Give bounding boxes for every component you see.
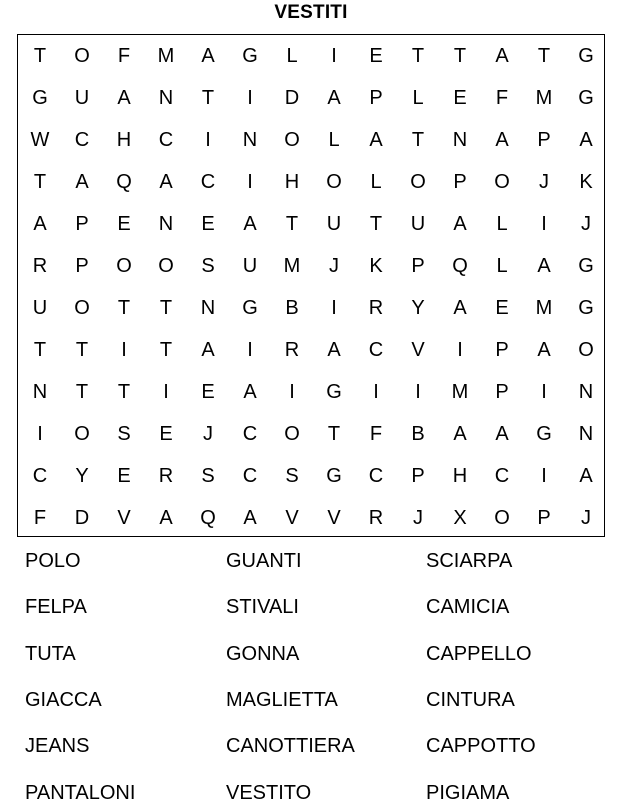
grid-letter: O — [326, 171, 342, 193]
grid-letter: P — [75, 213, 89, 235]
word-list-item: GUANTI — [226, 550, 302, 572]
word-list-item: SCIARPA — [426, 550, 513, 572]
grid-letter: A — [495, 129, 509, 151]
grid-letter: J — [539, 171, 549, 193]
grid-letter: T — [75, 339, 89, 361]
grid-letter: L — [412, 87, 424, 109]
grid-letter: U — [242, 255, 258, 277]
grid-letter: A — [453, 297, 467, 319]
word-list-item: CAMICIA — [426, 596, 510, 619]
grid-letter: G — [578, 255, 594, 277]
grid-letter: T — [33, 45, 47, 67]
word-list-item: CANOTTIERA — [226, 735, 355, 758]
grid-letter: O — [284, 423, 300, 445]
word-list-item: VESTITO — [226, 781, 312, 804]
grid-letter: Q — [452, 255, 468, 277]
grid-letter: W — [30, 129, 50, 151]
word-list-item: TUTA — [25, 642, 76, 665]
grid-letter: G — [578, 87, 594, 109]
grid-letter: H — [452, 465, 468, 487]
grid-row — [18, 329, 604, 371]
word-list-item: JEANS — [25, 735, 90, 758]
grid-letter: C — [200, 171, 216, 193]
grid-letter: T — [33, 339, 47, 361]
grid-letter: O — [74, 45, 90, 67]
grid-letter: C — [32, 465, 48, 487]
grid-letter: A — [159, 507, 173, 529]
grid-letter: E — [201, 213, 215, 235]
grid-letter: V — [411, 339, 425, 361]
grid-letter: I — [541, 213, 547, 235]
grid-letter: K — [369, 255, 383, 277]
grid-letter: O — [494, 171, 510, 193]
grid-letter: T — [369, 213, 383, 235]
grid-row — [18, 413, 604, 455]
word-list-item: FELPA — [25, 596, 87, 619]
grid-letter: P — [411, 255, 425, 277]
grid-letter: N — [158, 87, 174, 109]
grid-row — [18, 119, 604, 161]
grid-letter: A — [495, 45, 509, 67]
grid-letter: P — [537, 507, 551, 529]
grid-letter: I — [457, 339, 463, 361]
grid-letter: P — [537, 129, 551, 151]
grid-letter: D — [284, 87, 300, 109]
grid-letter: O — [116, 255, 132, 277]
grid-letter: M — [535, 87, 553, 109]
grid-letter: T — [411, 45, 425, 67]
grid-letter: V — [285, 507, 299, 529]
grid-letter: C — [494, 465, 510, 487]
grid-letter: P — [411, 465, 425, 487]
word-list-item: MAGLIETTA — [226, 688, 338, 711]
grid-letter: F — [33, 507, 47, 529]
grid-letter: J — [413, 507, 423, 529]
grid-letter: C — [242, 465, 258, 487]
grid-letter: V — [327, 507, 341, 529]
grid-letter: A — [243, 381, 257, 403]
grid-letter: T — [327, 423, 341, 445]
grid-letter: F — [117, 45, 131, 67]
word-list-item: CINTURA — [426, 688, 515, 711]
grid-letter: A — [201, 339, 215, 361]
grid-letter: J — [203, 423, 213, 445]
grid-letter: X — [453, 507, 467, 529]
word-list-item: CAPPELLO — [426, 642, 532, 665]
grid-letter: U — [32, 297, 48, 319]
grid-letter: T — [117, 297, 131, 319]
grid-letter: T — [201, 87, 215, 109]
grid-letter: T — [33, 171, 47, 193]
grid-row — [18, 455, 604, 497]
grid-letter: U — [326, 213, 342, 235]
letter-grid — [17, 34, 605, 537]
grid-letter: M — [535, 297, 553, 319]
grid-letter: G — [578, 45, 594, 67]
grid-letter: T — [453, 45, 467, 67]
grid-letter: N — [32, 381, 48, 403]
grid-letter: H — [284, 171, 300, 193]
grid-letter: T — [537, 45, 551, 67]
grid-letter: I — [373, 381, 379, 403]
grid-row — [18, 497, 604, 539]
grid-letter: J — [581, 213, 591, 235]
grid-letter: R — [32, 255, 48, 277]
grid-letter: R — [368, 507, 384, 529]
grid-letter: S — [285, 465, 299, 487]
grid-letter: P — [453, 171, 467, 193]
grid-letter: P — [495, 339, 509, 361]
grid-letter: P — [75, 255, 89, 277]
grid-letter: U — [74, 87, 90, 109]
grid-letter: O — [74, 423, 90, 445]
grid-letter: O — [410, 171, 426, 193]
grid-letter: I — [247, 171, 253, 193]
grid-letter: S — [201, 255, 215, 277]
grid-letter: R — [284, 339, 300, 361]
grid-letter: A — [33, 213, 47, 235]
grid-letter: I — [331, 45, 337, 67]
grid-letter: Q — [116, 171, 132, 193]
grid-letter: T — [285, 213, 299, 235]
grid-letter: A — [201, 45, 215, 67]
grid-letter: I — [247, 87, 253, 109]
grid-letter: I — [163, 381, 169, 403]
grid-letter: B — [411, 423, 425, 445]
grid-letter: I — [541, 465, 547, 487]
word-list-item: GONNA — [226, 642, 300, 665]
grid-letter: E — [159, 423, 173, 445]
grid-row — [18, 161, 604, 203]
grid-letter: A — [327, 87, 341, 109]
grid-letter: N — [200, 297, 216, 319]
grid-letter: E — [453, 87, 467, 109]
grid-letter: I — [415, 381, 421, 403]
grid-letter: V — [117, 507, 131, 529]
grid-letter: L — [496, 255, 508, 277]
grid-letter: C — [242, 423, 258, 445]
grid-letter: A — [117, 87, 131, 109]
grid-letter: E — [117, 213, 131, 235]
word-list-item: CAPPOTTO — [426, 735, 536, 758]
grid-letter: J — [329, 255, 339, 277]
grid-letter: A — [579, 129, 593, 151]
grid-letter: E — [369, 45, 383, 67]
grid-letter: J — [581, 507, 591, 529]
grid-row — [18, 35, 604, 77]
grid-letter: A — [495, 423, 509, 445]
grid-row — [18, 245, 604, 287]
grid-letter: G — [578, 297, 594, 319]
word-list-item: GIACCA — [25, 688, 102, 711]
word-list-item: STIVALI — [226, 596, 299, 619]
grid-letter: I — [37, 423, 43, 445]
grid-letter: A — [243, 213, 257, 235]
word-list-item: PANTALONI — [25, 781, 136, 804]
grid-letter: C — [74, 129, 90, 151]
grid-letter: S — [117, 423, 131, 445]
grid-letter: L — [496, 213, 508, 235]
grid-letter: T — [411, 129, 425, 151]
grid-letter: I — [541, 381, 547, 403]
grid-letter: N — [242, 129, 258, 151]
grid-letter: G — [242, 297, 258, 319]
grid-letter: M — [451, 381, 469, 403]
grid-letter: O — [158, 255, 174, 277]
grid-letter: A — [75, 171, 89, 193]
grid-letter: G — [326, 381, 342, 403]
grid-letter: R — [158, 465, 174, 487]
grid-letter: A — [537, 339, 551, 361]
grid-letter: L — [286, 45, 298, 67]
grid-letter: N — [452, 129, 468, 151]
grid-letter: R — [368, 297, 384, 319]
grid-letter: F — [495, 87, 509, 109]
grid-letter: C — [368, 339, 384, 361]
grid-letter: C — [158, 129, 174, 151]
grid-row — [18, 203, 604, 245]
grid-letter: P — [495, 381, 509, 403]
grid-letter: I — [247, 339, 253, 361]
grid-letter: I — [289, 381, 295, 403]
grid-letter: G — [242, 45, 258, 67]
grid-letter: M — [157, 45, 175, 67]
grid-letter: E — [495, 297, 509, 319]
grid-row — [18, 287, 604, 329]
grid-letter: N — [158, 213, 174, 235]
grid-letter: O — [74, 297, 90, 319]
grid-letter: T — [159, 339, 173, 361]
grid-letter: C — [368, 465, 384, 487]
grid-letter: I — [331, 297, 337, 319]
grid-letter: G — [536, 423, 552, 445]
grid-letter: O — [494, 507, 510, 529]
grid-letter: N — [578, 381, 594, 403]
grid-letter: A — [537, 255, 551, 277]
grid-letter: L — [328, 129, 340, 151]
grid-letter: G — [326, 465, 342, 487]
grid-letter: A — [579, 465, 593, 487]
grid-letter: M — [283, 255, 301, 277]
grid-letter: U — [410, 213, 426, 235]
grid-letter: I — [205, 129, 211, 151]
grid-letter: K — [579, 171, 593, 193]
grid-letter: I — [121, 339, 127, 361]
grid-letter: B — [285, 297, 299, 319]
grid-letter: T — [159, 297, 173, 319]
grid-letter: O — [578, 339, 594, 361]
grid-letter: E — [201, 381, 215, 403]
grid-letter: S — [201, 465, 215, 487]
grid-row — [18, 77, 604, 119]
grid-letter: A — [369, 129, 383, 151]
grid-letter: P — [369, 87, 383, 109]
grid-row — [18, 371, 604, 413]
grid-letter: A — [327, 339, 341, 361]
grid-letter: A — [453, 423, 467, 445]
grid-letter: N — [578, 423, 594, 445]
grid-letter: T — [75, 381, 89, 403]
word-list-item: PIGIAMA — [426, 781, 510, 804]
grid-letter: Q — [200, 507, 216, 529]
word-list-item: POLO — [25, 550, 81, 572]
grid-letter: H — [116, 129, 132, 151]
grid-letter: A — [159, 171, 173, 193]
grid-letter: G — [32, 87, 48, 109]
grid-letter: E — [117, 465, 131, 487]
grid-letter: Y — [411, 297, 425, 319]
grid-letter: D — [74, 507, 90, 529]
grid-letter: L — [370, 171, 382, 193]
puzzle-title: VESTITI — [274, 2, 348, 23]
grid-letter: Y — [75, 465, 89, 487]
grid-letter: A — [243, 507, 257, 529]
grid-letter: O — [284, 129, 300, 151]
grid-letter: A — [453, 213, 467, 235]
grid-letter: F — [369, 423, 383, 445]
grid-letter: T — [117, 381, 131, 403]
